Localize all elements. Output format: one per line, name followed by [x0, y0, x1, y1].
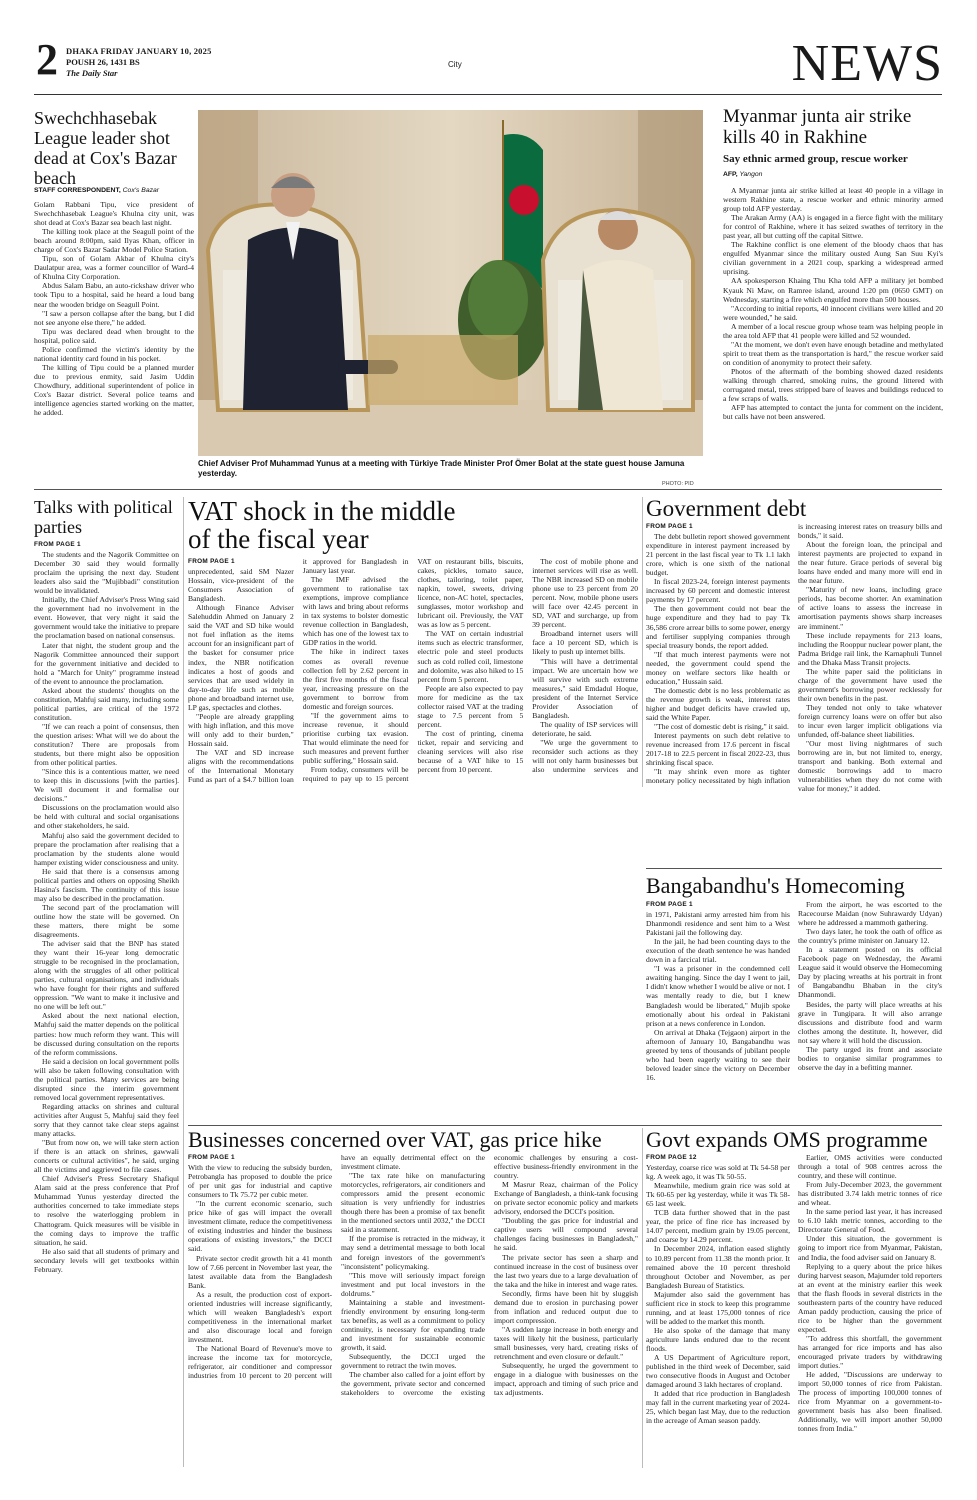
- paragraph: The VAT and SD increase aligns with the recommendations of the International Monetary Fund as part of a $4.7 billion loan it approved for Bangladesh in January last year.: [188, 557, 409, 785]
- paragraph: Broadband internet users will face a 10 percent SD, which is likely to push up internet bills.: [532, 629, 638, 657]
- paragraph: If the promise is retracted in the midway, it may send a detrimental message to both local and foreign investors of the government's "inconsistent" policymaking.: [341, 1234, 485, 1271]
- oms-from-page: FROM PAGE 12: [646, 1154, 697, 1161]
- paragraph: About the foreign loan, the principal and interest payments are projected to expand in the near future. Grace periods of several big loans have ended and many more will end in the near future.: [798, 540, 942, 586]
- business-body: [188, 1153, 638, 1465]
- vat-headline: VAT shock in the middle of the fiscal year: [188, 496, 456, 554]
- paragraph: "According to initial reports, 40 innocent civilians were killed and 20 were wounded," he said.: [723, 303, 943, 322]
- paragraph: From July-December 2023, the government has distributed 3.74 lakh metric tonnes of rice and wheat.: [798, 1180, 942, 1208]
- paragraph: "The tax rate hike on manufacturing motorcycles, refrigerators, air conditioners and compressors amid the present economic situation is very unfriendly for industries though there has been a promise of tax benefit in the mentioned sectors until 2032," the DCCI said in a statement.: [341, 1171, 485, 1235]
- myanmar-byline-place: Yangon: [739, 171, 763, 178]
- dateline: DHAKA FRIDAY JANUARY 10, 2025: [66, 46, 212, 56]
- paragraph: Majumder also said the government has sufficient rice in stock to keep this programme running, and at least 175,000 tonnes of rice will be added to the market this month.: [646, 1289, 790, 1326]
- paragraph: "Our most living nightmares of such borrowing are in, but not limited to, energy, transport and banking. Both external and domestic borrowings add to macro vulnerabilities when they do not come with value for money," it added.: [798, 739, 942, 794]
- paragraph: The National Board of Revenue's move to increase the income tax for motorcycle, refrigerator, air conditioner and compressor industries from 10 percent to 20 percent will have an equally detrimental effect on the investment climate.: [188, 1153, 485, 1381]
- paragraph: Discussions on the proclamation would also be held with cultural and social organisations and other stakeholders, he said.: [34, 803, 179, 831]
- paragraph: Initially, the Chief Adviser's Press Wing said the government had no involvement in the event. However, that very night it said the government would take the initiative to prepare the proclamation based on national consensus.: [34, 595, 179, 641]
- paragraph: "But from now on, we will take stern action if there is an attack on shrines, gawwali concerts or cultural activities", he said, urging all the victims and aggrieved to file cases.: [34, 1138, 179, 1175]
- tipu-byline: [34, 187, 194, 194]
- paragraph: "Since this is a contentious matter, we need to keep this in discussions [with the parties]. We will document it and formalise our decisions.": [34, 767, 179, 804]
- divider: [646, 868, 942, 869]
- paragraph: "Doubling the gas price for industrial and captive users will compound several challenges facing businesses in Bangladesh," he said.: [494, 1216, 638, 1253]
- paragraph: The Rakhine conflict is one element of the bloody chaos that has engulfed Myanmar since the military ousted Aung San Suu Kyi's civilian government in a 2021 coup, sparking a widespread armed uprising.: [723, 240, 943, 277]
- paragraph: "In the current economic scenario, such price hike of gas will impact the overall investment climate, reduce the competitiveness of existing industries and hinder the business operations of existing investors," the DCCI said.: [188, 1199, 332, 1254]
- paragraph: The white paper said the politicians in charge of the government have used the government's borrowing power recklessly for their own benefits in the past.: [798, 666, 942, 703]
- paragraph: "I saw a person collapse after the bang, but I did not see anyone else there," he added.: [34, 308, 194, 327]
- paragraph: Two days later, he took the oath of office as the country's prime minister on January 12.: [798, 927, 942, 946]
- paragraph: He said a decision on local government polls will also be taken following consultation with the political parties. Many services are being disrupted since the interim government removed local government representatives.: [34, 1056, 179, 1102]
- paragraph: In the same period last year, it has increased to 6.10 lakh metric tonnes, according to the Directorate General of Food.: [798, 1207, 942, 1235]
- myanmar-subhead: Say ethnic armed group, rescue worker: [723, 153, 908, 165]
- paragraph: The debt bulletin report showed government expenditure in interest payment increased by 21 percent in the last fiscal year to Tk 1.1 lakh crore, which is one sixth of the national budget.: [646, 532, 790, 578]
- photo-credit: PHOTO: PID: [662, 481, 694, 487]
- debt-body: [646, 522, 942, 806]
- paragraph: The second part of the proclamation will outline how the state will be governed. On these matters, there might be some disagreements.: [34, 902, 179, 940]
- paragraph: The killing took place at the Seagull point of the beach around 8:00pm, said Ilyas Khan, officer in charge of Cox's Bazar Sadar Model Police Station.: [34, 227, 194, 255]
- paragraph: In a statement posted on its official Facebook page on Wednesday, the Awami League said it would observe the Homecoming Day by placing wreaths at his portrait in front of Bangabandhu Bhaban in the city's Dhanmondi.: [798, 945, 942, 1000]
- paragraph: "If the government aims to increase revenue, it should prioritise curbing tax evasion. That would eliminate the need for such measures and prevent further public suffering," Hossain said.: [302, 710, 409, 766]
- divider: [188, 1125, 942, 1126]
- paragraph: Chief Adviser's Press Secretary Shafiqul Alam said at the press conference that Prof Muhammad Yunus yesterday directed the authorities concerned to take immediate steps to resolve the waterlogging problem in Chattogram. Quick measures will be visible in the coming days to improve the traffic situation, he said.: [34, 1174, 179, 1247]
- paragraph: In December 2024, inflation eased slightly to 10.89 percent from 11.38 the month prior. It remained above the 10 percent threshold throughout October and November, as per Bangladesh Bureau of Statistics.: [646, 1244, 790, 1290]
- paragraph: Later that night, the student group and the Nagorik Committee announced their support for the government initiative and decided to hold a "March for Unity" programme instead of the event to announce the proclamation.: [34, 640, 179, 686]
- paragraph: The cost of printing, cinema ticket, repair and servicing and cleaning services will also rise because of a VAT hike to 15 percent from 10 percent.: [417, 728, 524, 775]
- debt-headline: Government debt: [646, 496, 807, 521]
- paragraph: unprecedented, said SM Nazer Hossain, vice-president of the Consumers Association of Bangladesh.: [188, 567, 294, 604]
- paragraph: Although Finance Adviser Salehuddin Ahmed on January 2 said the VAT and SD hike would not fuel inflation as the items account for an insignificant part of the basket for consumer price index, the NBR notification indicates a host of goods and services that are used widely in day-to-day life such as mobile phone and broadband internet use, LP gas, spectacles and clothes.: [188, 603, 294, 712]
- paragraph: The hike in indirect taxes comes as overall revenue collection fell by 2.62 percent in the first five months of the fiscal year, increasing pressure on the government to borrow from domestic and foreign sources.: [302, 647, 409, 711]
- myanmar-body: [723, 186, 943, 480]
- paragraph: The cost of mobile phone and internet services will rise as well. The NBR increased SD on mobile phone use to 23 percent from 20 percent. Now, mobile phone users will face over 42.45 percent in SD, VAT and surcharge, up from 39 percent.: [532, 557, 638, 630]
- paragraph: He also said that all students of primary and secondary levels will get textbooks within February.: [34, 1246, 179, 1274]
- paragraph: Under this situation, the government is going to import rice from Myanmar, Pakistan, and India, the food adviser said on January 8.: [798, 1234, 942, 1262]
- paragraph: M Masrur Reaz, chairman of the Policy Exchange of Bangladesh, a think-tank focusing on private sector economic policy and markets advisory, endorsed the DCCI's position.: [494, 1180, 638, 1217]
- paragraph: "If we can reach a point of consensus, then the question arises: What will we do about the constitution? There are proposals from students, but there might also be opposition from other political parties.: [34, 721, 179, 768]
- paragraph: The students and the Nagorik Committee on December 30 said they would formally proclaim the uprising the next day. Student leaders also said the "Mujibbadi" constitution would be invalidated.: [34, 550, 179, 596]
- paragraph: The Arakan Army (AA) is engaged in a fierce fight with the military for control of Rakhine, where it has seized swathes of territory in the past year, all but cutting off the capital Sittwe.: [723, 213, 943, 241]
- divider: [34, 489, 942, 490]
- paragraph: "If that much interest payments were not needed, the government could spend the money on welfare sectors like health or education," Hussain said.: [646, 649, 790, 686]
- paragraph: "Maturity of new loans, including grace periods, has become shorter. An examination of active loans to assess the increase in amortisation payments shows sharp increases are imminent.": [798, 585, 942, 631]
- paragraph: Mahfuj also said the government decided to prepare the proclamation after realising that a proclamation by the students alone would hamper existing wider consciousness and unity.: [34, 830, 179, 867]
- paragraph: The chamber also called for a joint effort by the government, private sector and concerned stakeholders to overcome the existing economic challenges by ensuring a cost-effective business-friendly environment in the country.: [341, 1153, 638, 1398]
- paragraph: He also spoke of the damage that many agriculture lands endured due to the recent floods.: [646, 1325, 790, 1353]
- paragraph: He said that there is a consensus among political parties and others on opposing Sheikh Hasina's fascism. The continuity of this issue may also be described in the proclamation.: [34, 866, 179, 903]
- paragraph: "A sudden large increase in both energy and taxes will likely hit the business, particularly small businesses, very hard, creating risks of retrenchment and even closure or default.": [494, 1324, 638, 1362]
- paragraph: In the jail, he had been counting days to the execution of the death sentence he was handed down in a farcical trial.: [646, 937, 790, 965]
- paragraph: TCB data further showed that in the past year, the price of fine rice has increased by 14.07 percent, medium grain by 19.05 percent, and coarse by 14.29 percent.: [646, 1208, 790, 1245]
- business-headline: Businesses concerned over VAT, gas price hike: [188, 1127, 602, 1152]
- paragraph: Police confirmed the victim's identity by the national identity card found in his pocket.: [34, 344, 194, 363]
- paragraph: The killing of Tipu could be a planned murder due to previous enmity, said Jasim Uddin Chowdhury, additional superintendent of police in Cox's Bazar district. Several police teams and intelligence agencies started working on the matter, he added.: [34, 362, 194, 418]
- paragraph: Yesterday, coarse rice was sold at Tk 54-58 per kg. A week ago, it was Tk 50-55.: [646, 1163, 790, 1182]
- talks-body: [34, 540, 179, 1465]
- talks-headline: Talks with political parties: [34, 497, 173, 537]
- paragraph: The quality of ISP services will deteriorate, he said.: [532, 719, 638, 738]
- paragraph: Subsequently, the DCCI urged the government to retract the twin moves.: [341, 1352, 485, 1371]
- myanmar-byline: [723, 171, 762, 178]
- newspaper-logo: The Daily Star: [66, 68, 118, 78]
- paragraph: From today, consumers will be required to pay up to 15 percent VAT on restaurant bills, biscuits, cakes, pickles, tomato sauce, clothes, tailoring, toilet paper, napkin, towel, sweets, driving licence, non-AC hotel, spectacles, sunglasses, motor workshop and lubricant oil. Previously, the VAT was as low as 5 percent.: [302, 557, 524, 784]
- paragraph: Tipu was declared dead when brought to the hospital, police said.: [34, 326, 194, 345]
- paragraph: Besides, the party will place wreaths at his grave in Tungipara. It will also arrange discussions and distribute food and warm clothes among the destitute. It, however, did not say where it will hold the discussion.: [798, 999, 942, 1045]
- section-title: NEWS: [791, 35, 943, 92]
- paragraph: Maintaining a stable and investment-friendly environment by ensuring long-term tax benefits, as well as a commitment to policy continuity, is necessary for expanding trade and investment for sustainable economic growth, it said.: [341, 1297, 485, 1352]
- divider: [642, 1128, 643, 1468]
- paragraph: AA spokesperson Khaing Thu Kha told AFP a military jet bombed Kyauk Ni Maw, on Ramree island, around 1:20 pm (0650 GMT) on Wednesday, starting a fire which engulfed more than 500 houses.: [723, 276, 943, 304]
- paragraph: The IMF advised the government to rationalise tax exemptions, improve compliance with laws and bring about reforms in tax systems to bolster domestic revenue collection in Bangladesh, which has one of the lowest tax to GDP ratios in the world.: [302, 575, 409, 648]
- paragraph: The private sector has seen a sharp and continued increase in the cost of business over the last two years due to a large devaluation of the taka and the hike in interest and wage rates.: [494, 1252, 638, 1289]
- tipu-byline-place: Cox's Bazar: [122, 187, 160, 194]
- paragraph: Private sector credit growth hit a 41 month low of 7.66 percent in November last year, the latest available data from the Bangladesh Bank.: [188, 1253, 332, 1290]
- paragraph: People are also expected to pay more for medicine as the tax collector raised VAT at the trading stage to 7.5 percent from 5 percent.: [417, 683, 524, 729]
- paragraph: Regarding attacks on shrines and cultural activities after August 5, Mahfuj said they feel sorry that they cannot take clear steps against many attacks.: [34, 1101, 179, 1139]
- paragraph: Replying to a query about the price hikes during harvest season, Majumder told reporters at an event at the ministry earlier this week that the flash floods in several districts in the southeastern parts of the country have reduced Aman paddy production, causing the price of rice to be higher than the government expected.: [798, 1261, 942, 1334]
- section-label: City: [448, 60, 462, 69]
- paragraph: Asked about the students' thoughts on the constitution, Mahfuj said many, including some political parties, are critical of the 1972 constitution.: [34, 685, 179, 722]
- photo: [198, 110, 703, 456]
- photo-meeting-image: [198, 110, 703, 456]
- paragraph: With the view to reducing the subsidy burden, Petrobangla has proposed to double the price of per unit gas for industrial and captive consumers to Tk 75.72 per cubic meter.: [188, 1163, 332, 1200]
- oms-headline: Govt expands OMS programme: [646, 1127, 928, 1152]
- myanmar-headline: Myanmar junta air strike kills 40 in Rakhine: [723, 106, 912, 148]
- paragraph: "This will have a detrimental impact. We are uncertain how we will survive with such extreme measures," said Emdadul Hoque, president of the Internet Service Provider Association of Bangladesh.: [532, 656, 638, 720]
- paragraph: "I was a prisoner in the condemned cell awaiting hanging. Since the day I went to jail, I didn't know whether I would be alive or not. I was mentally ready to die, but I knew Bangladesh would be liberated," Mujib spoke emotionally about his ordeal in Pakistani prison at a news conference in London.: [646, 964, 790, 1028]
- paragraph: Golam Rabbani Tipu, vice president of Swechchhasebak League's Khulna city unit, was shot dead at Cox's Bazar sea beach last night.: [34, 200, 194, 228]
- paragraph: Meanwhile, medium grain rice was sold at Tk 60-65 per kg yesterday, while it was Tk 58-65 last week.: [646, 1181, 790, 1209]
- paragraph: Photos of the aftermath of the bombing showed dazed residents walking through charred, smoking ruins, the ground littered with corrugated metal, trees stripped bare of leaves and buildings reduced to a few scraps of walls.: [723, 366, 943, 404]
- paragraph: AFP has attempted to contact the junta for comment on the incident, but calls have not been answered.: [723, 403, 943, 422]
- paragraph: in 1971, Pakistani army arrested him from his Dhanmondi residence and sent him to a West Pakistani jail the following day.: [646, 910, 790, 938]
- tipu-byline-source: STAFF CORRESPONDENT,: [34, 187, 121, 194]
- paragraph: Asked about the next national election, Mahfuj said the matter depends on the political parties: how much reform they want. This will be discussed during consultation on the reports of the reform commissions.: [34, 1011, 179, 1057]
- paragraph: A US Department of Agriculture report, published in the third week of December, said two consecutive floods in August and October damaged around 3 lakh hectares of cropland.: [646, 1353, 790, 1390]
- homecoming-headline: Bangabandhu's Homecoming: [646, 873, 905, 898]
- vat-from-page: FROM PAGE 1: [188, 558, 235, 565]
- oms-body: [646, 1153, 942, 1465]
- photo-caption: Chief Adviser Prof Muhammad Yunus at a meeting with Türkiye Trade Minister Prof Ömer Bolat at the state guest house Jamuna yesterday.: [198, 459, 685, 478]
- paragraph: "This move will seriously impact foreign investment and put local investors in the doldrums.": [341, 1270, 485, 1298]
- homecoming-from-page: FROM PAGE 1: [646, 901, 693, 908]
- business-from-page: FROM PAGE 1: [188, 1154, 235, 1161]
- paragraph: In fiscal 2023-24, foreign interest payments increased by 60 percent and domestic interest payments by 17 percent.: [646, 577, 790, 605]
- paragraph: Abdus Salam Babu, an auto-rickshaw driver who took Tipu to a hospital, said he heard a loud bang near the wooden bridge on Seagull Point.: [34, 281, 194, 309]
- paragraph: Subsequently, he urged the government to engage in a dialogue with businesses on the impact, approach and timing of such price and tax adjustments.: [494, 1361, 638, 1398]
- paragraph: As a result, the production cost of export-oriented industries will increase significantly, which will weaken Bangladesh's export competitiveness in the international market and also discourage local and foreign investment.: [188, 1289, 332, 1344]
- paragraph: "It may shrink even more as tighter monetary policy necessitated by high inflation is increasing interest rates on treasury bills and bonds," it said.: [646, 522, 942, 786]
- paragraph: Tipu, son of Golam Akbar of Khulna city's Daulatpur area, was a former councillor of Ward-4 of Khulna City Corporation.: [34, 254, 194, 282]
- dateline-bangla: POUSH 26, 1431 BS: [66, 57, 140, 67]
- paragraph: "People are already grappling with high inflation, and this move will only add to their burden," Hossain said.: [188, 711, 294, 748]
- paragraph: "At the moment, we don't even have enough betadine and methylated spirit to treat them as the transportation is hard," the rescue worker said on condition of anonymity to protect their safety.: [723, 339, 943, 367]
- paragraph: Earlier, OMS activities were conducted through a total of 908 centres across the country, and these will continue.: [798, 1153, 942, 1181]
- paragraph: These include repayments for 213 loans, including the Rooppur nuclear power plant, the Padma Bridge rail link, the Karnaphuli Tunnel and the Dhaka Mass Transit projects.: [798, 630, 942, 667]
- paragraph: They tended not only to take whatever foreign currency loans were on offer but also to incur even larger implicit obligations via unfunded, off-balance sheet liabilities.: [798, 702, 942, 740]
- myanmar-byline-source: AFP,: [723, 171, 738, 178]
- paragraph: Secondly, firms have been hit by sluggish demand due to erosion in purchasing power from inflation and reduced output due to import compression.: [494, 1288, 638, 1325]
- page-number: 2: [36, 35, 58, 84]
- divider: [642, 497, 643, 787]
- paragraph: A Myanmar junta air strike killed at least 40 people in a village in western Rakhine state, a rescue worker and ethnic minority armed group told AFP yesterday.: [723, 186, 943, 214]
- paragraph: The party urged its front and associate bodies to organise similar programmes to observe the day in a befitting manner.: [798, 1044, 942, 1072]
- paragraph: On arrival at Dhaka (Tejgaon) airport in the afternoon of January 10, Bangabandhu was greeted by tens of thousands of jubilant people who had been eagerly waiting to see their beloved leader since the victory on December 16.: [646, 1027, 790, 1082]
- paragraph: "The cost of domestic debt is rising," it said.: [654, 722, 789, 732]
- paragraph: A member of a local rescue group whose team was helping people in the area told AFP that 41 people were killed and 52 wounded.: [723, 321, 943, 340]
- paragraph: "We urge the government to reconsider such actions as they will not only harm businesses but also undermine services and: [532, 737, 638, 775]
- paragraph: The VAT on certain industrial items such as electric transformer, electric pole and steel products such as cold rolled coil, limestone and dolomite, was also hiked to 15 percent from 5 percent.: [417, 629, 524, 684]
- masthead-rule: [34, 94, 942, 95]
- paragraph: It added that rice production in Bangladesh may fall in the current marketing year of 2024-25, which began last May, due to the reduction in the acreage of Aman season paddy.: [646, 1389, 790, 1426]
- homecoming-body: [646, 900, 942, 1120]
- paragraph: Interest payments on such debt relative to revenue increased from 17.6 percent in fiscal 2017-18 to 22.5 percent in fiscal 2022-23, thus shrinking fiscal space.: [646, 731, 790, 768]
- talks-from-page: FROM PAGE 1: [34, 541, 81, 548]
- paragraph: From the airport, he was escorted to the Racecourse Maidan (now Suhrawardy Udyan) where he addressed a mammoth gathering.: [798, 900, 942, 928]
- paragraph: The domestic debt is no less problematic as the revenue growth is weak, interest rates higher and budget deficits have crawled up, said the White Paper.: [646, 685, 790, 722]
- paragraph: The adviser said that the BNP has stated they want their 16-year long democratic struggle to be recognised in the proclamation, along with the struggles of all other political parties, cultural organisations, and individuals who have fought for their rights and suffered oppression. "We want to make it inclusive and no one will be left out.": [34, 939, 179, 1012]
- tipu-body: [34, 200, 194, 478]
- paragraph: He added, "Discussions are underway to import 50,000 tonnes of rice from Pakistan. The process of importing 100,000 tonnes of rice from Myanmar on a government-to-government basis has also been finalised. Additionally, we will import another 50,000 tonnes from India.": [798, 1370, 942, 1434]
- paragraph: The then government could not bear the huge expenditure and they had to pay Tk 36,586 crore arrear bills to some power, energy and fertiliser supplying companies through special treasury bonds, the report added.: [646, 604, 790, 650]
- paragraph: "To address this shortfall, the government has arranged for rice imports and has also encouraged private traders by withdrawing import duties.": [798, 1333, 942, 1371]
- vat-body: [188, 557, 638, 787]
- debt-from-page: FROM PAGE 1: [646, 523, 693, 530]
- tipu-headline: Swechchhasebak League leader shot dead at Cox's Bazar beach: [34, 108, 177, 188]
- divider: [183, 497, 184, 1467]
